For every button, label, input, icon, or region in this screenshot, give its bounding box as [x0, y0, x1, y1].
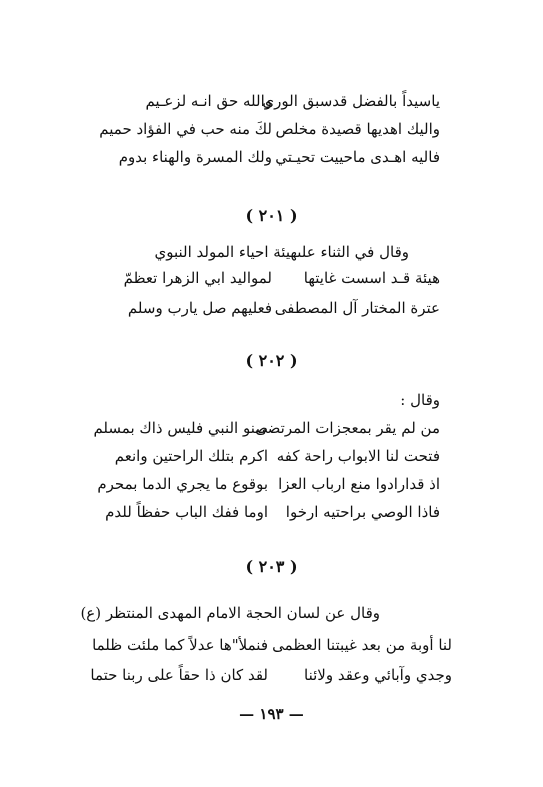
- verse-first-hemistich: وجدي وآبائي وعقد ولائنا: [304, 666, 452, 684]
- verse-second-hemistich: اكرم بتلك الراحتين وانعم: [114, 447, 268, 465]
- verse-first-hemistich: اذ قدارادوا منع ارباب العزا: [278, 475, 440, 493]
- section-intro: وقال في الثناء علىهيئة احياء المولد النبوي: [154, 243, 409, 261]
- verse-second-hemistich: لقد كان ذا حقاً على ربنا حتما: [90, 666, 268, 684]
- verse-first-hemistich: هيئة قـد اسست غايتها: [303, 269, 440, 287]
- verse-first-hemistich: فاليه اهـدى ماحييت تحيـتي: [275, 148, 440, 166]
- section-intro: وقال :: [400, 391, 440, 409]
- verse-first-hemistich: من لم يقر بمعجزات المرتضى: [255, 419, 440, 437]
- verse-first-hemistich: عترة المختار آل المصطفى: [274, 299, 440, 317]
- section-heading: ( ٢٠٣ ): [245, 557, 298, 576]
- section-heading: ( ٢٠٢ ): [245, 351, 298, 370]
- verse-first-hemistich: لنا أوبة من بعد غيبتنا العظمى: [272, 636, 452, 654]
- verse-first-hemistich: فتحت لنا الابواب راحة كفه: [276, 447, 440, 465]
- verse-second-hemistich: والله حق انـه لزعـيم: [145, 92, 272, 110]
- verse-first-hemistich: فاذا الوصي براحتيه ارخوا: [285, 503, 440, 521]
- verse-second-hemistich: لكَ منه حب في الفؤاد حميم: [99, 120, 272, 138]
- verse-first-hemistich: واليك اهديها قصيدة مخلص: [275, 120, 440, 138]
- section-intro: وقال عن لسان الحجة الامام المهدى المنتظر (ع): [80, 604, 380, 622]
- verse-second-hemistich: بوقوع ما يجري الدما بمحرم: [97, 475, 268, 493]
- page-number: — ١٩٣ —: [239, 705, 304, 723]
- verse-second-hemistich: لمواليد ابي الزهرا تعظمّ: [123, 269, 272, 287]
- verse-second-hemistich: اوما ففك الباب حفظاً للدم: [105, 503, 268, 521]
- section-heading: ( ٢٠١ ): [245, 206, 298, 225]
- verse-first-hemistich: ياسيداً بالفضل قدسبق الورى: [262, 92, 440, 110]
- verse-second-hemistich: فنملأ"ها عدلاً كما ملئت ظلما: [92, 636, 268, 654]
- verse-second-hemistich: صنو النبي فليس ذاك بمسلم: [93, 419, 268, 437]
- verse-second-hemistich: فعليهم صل يارب وسلم: [127, 299, 272, 317]
- verse-second-hemistich: ولك المسرة والهناء بدوم: [118, 148, 272, 166]
